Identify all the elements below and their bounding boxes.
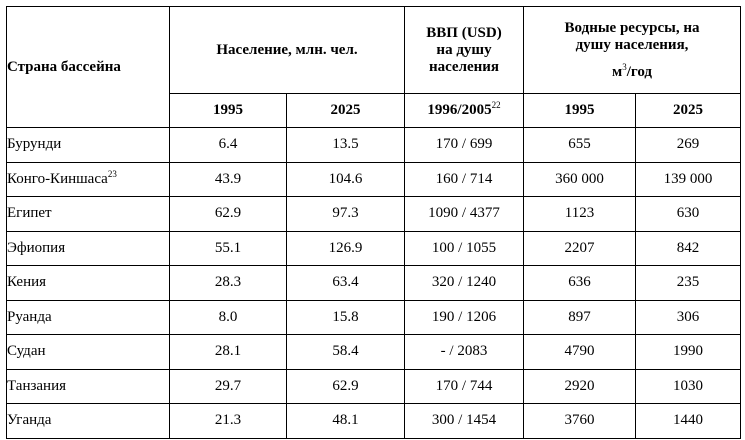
population-2025-cell: 15.8 <box>287 300 405 335</box>
population-1995-cell: 21.3 <box>170 404 287 439</box>
table-row <box>7 335 741 370</box>
water-header-line-2: душу населения, <box>575 36 689 53</box>
country-cell: Египет <box>7 197 170 232</box>
water-1995-cell: 3760 <box>524 404 636 439</box>
gdp-cell: 300 / 1454 <box>405 404 524 439</box>
gdp-cell: 190 / 1206 <box>405 300 524 335</box>
country-footnote: 23 <box>107 168 117 179</box>
water-unit-sup: 3 <box>622 61 627 72</box>
population-header: Население, млн. чел. <box>170 7 405 94</box>
population-2025-cell: 104.6 <box>287 162 405 197</box>
pop-year-1995: 1995 <box>170 94 287 128</box>
water-2025-cell: 630 <box>636 197 741 232</box>
gdp-footnote: 22 <box>491 100 501 110</box>
population-2025-cell: 62.9 <box>287 369 405 404</box>
population-1995-cell: 55.1 <box>170 231 287 266</box>
water-1995-cell: 2920 <box>524 369 636 404</box>
water-2025-cell: 139 000 <box>636 162 741 197</box>
water-1995-cell: 4790 <box>524 335 636 370</box>
gdp-header-line-2: на душу <box>436 41 492 58</box>
population-1995-cell: 28.3 <box>170 266 287 301</box>
pop-year-2025: 2025 <box>287 94 405 128</box>
table-row <box>7 404 741 439</box>
country-cell: Кения <box>7 266 170 301</box>
table-row <box>7 162 741 197</box>
gdp-header <box>405 7 524 94</box>
table-row <box>7 369 741 404</box>
population-1995-cell: 8.0 <box>170 300 287 335</box>
population-2025-cell: 97.3 <box>287 197 405 232</box>
water-1995-cell: 897 <box>524 300 636 335</box>
water-1995-cell: 360 000 <box>524 162 636 197</box>
population-2025-cell: 13.5 <box>287 128 405 163</box>
table-row <box>7 300 741 335</box>
water-2025-cell: 1440 <box>636 404 741 439</box>
gdp-cell: 320 / 1240 <box>405 266 524 301</box>
water-2025-cell: 1030 <box>636 369 741 404</box>
water-2025-cell: 269 <box>636 128 741 163</box>
gdp-cell: - / 2083 <box>405 335 524 370</box>
population-1995-cell: 28.1 <box>170 335 287 370</box>
water-header <box>524 7 741 94</box>
water-1995-cell: 655 <box>524 128 636 163</box>
country-cell: Судан <box>7 335 170 370</box>
table-row <box>7 197 741 232</box>
country-cell: Руанда <box>7 300 170 335</box>
water-header-line-1: Водные ресурсы, на <box>564 19 700 36</box>
water-year-2025: 2025 <box>636 94 741 128</box>
water-2025-cell: 235 <box>636 266 741 301</box>
table-row <box>7 231 741 266</box>
population-2025-cell: 63.4 <box>287 266 405 301</box>
gdp-cell: 100 / 1055 <box>405 231 524 266</box>
gdp-years <box>405 94 524 128</box>
country-cell: Уганда <box>7 404 170 439</box>
country-cell: Конго-Киншаса$^{23}$ <box>7 162 170 197</box>
country-header: Страна бассейна <box>7 7 170 128</box>
gdp-header-line-3: населения <box>428 58 500 75</box>
water-unit-rest: /год <box>626 63 652 80</box>
gdp-cell: 170 / 699 <box>405 128 524 163</box>
water-unit-base: м <box>612 63 623 80</box>
water-year-1995: 1995 <box>524 94 636 128</box>
population-1995-cell: 6.4 <box>170 128 287 163</box>
water-1995-cell: 1123 <box>524 197 636 232</box>
population-2025-cell: 48.1 <box>287 404 405 439</box>
table-row <box>7 128 741 163</box>
population-1995-cell: 29.7 <box>170 369 287 404</box>
water-1995-cell: 636 <box>524 266 636 301</box>
country-cell: Эфиопия <box>7 231 170 266</box>
table-row <box>7 266 741 301</box>
population-1995-cell: 62.9 <box>170 197 287 232</box>
gdp-cell: 170 / 744 <box>405 369 524 404</box>
water-2025-cell: 1990 <box>636 335 741 370</box>
water-1995-cell: 2207 <box>524 231 636 266</box>
population-1995-cell: 43.9 <box>170 162 287 197</box>
population-2025-cell: 126.9 <box>287 231 405 266</box>
gdp-years-label: 1996/2005 <box>427 102 492 118</box>
water-unit <box>524 61 740 81</box>
gdp-cell: 1090 / 4377 <box>405 197 524 232</box>
gdp-header-line-1: ВВП (USD) <box>426 24 502 41</box>
country-cell: Бурунди <box>7 128 170 163</box>
water-2025-cell: 306 <box>636 300 741 335</box>
nile-basin-table <box>6 6 741 439</box>
population-2025-cell: 58.4 <box>287 335 405 370</box>
water-2025-cell: 842 <box>636 231 741 266</box>
country-cell: Танзания <box>7 369 170 404</box>
gdp-cell: 160 / 714 <box>405 162 524 197</box>
